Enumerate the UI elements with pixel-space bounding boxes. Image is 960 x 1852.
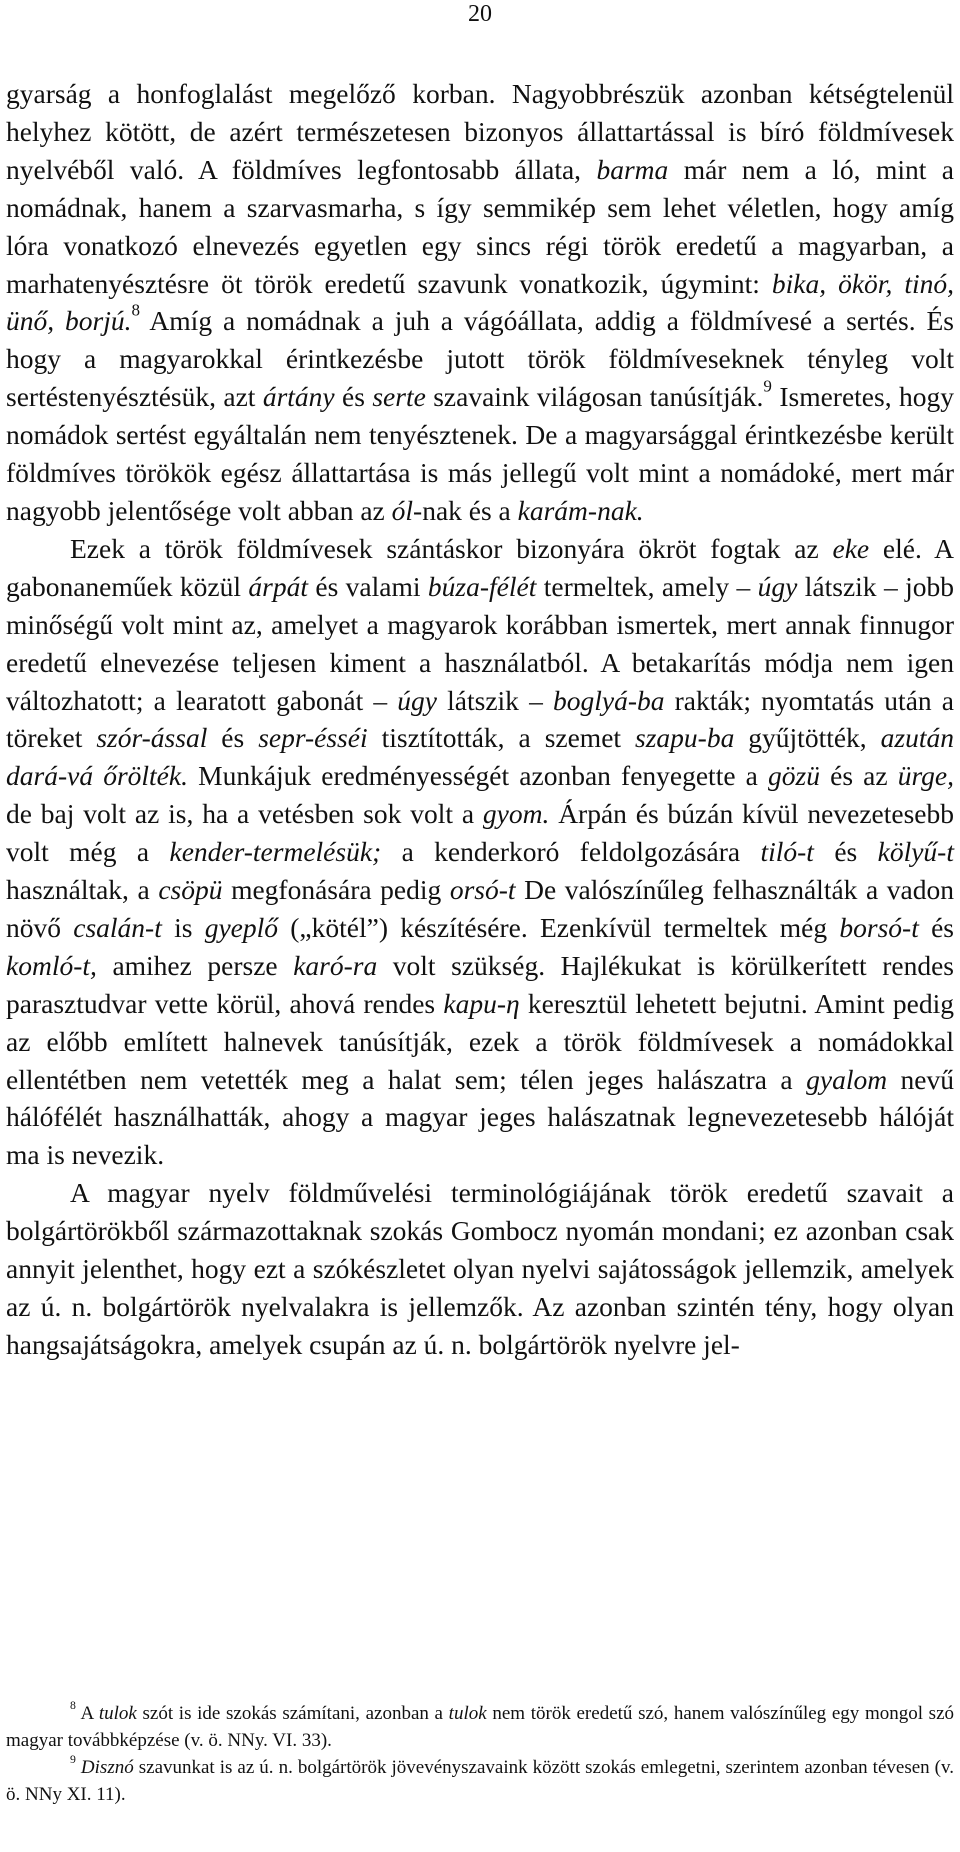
italic-term: tiló-t: [760, 836, 814, 868]
footnote-ref: 9: [70, 1753, 76, 1766]
italic-term: ól: [391, 494, 414, 526]
italic-term: kapu-η: [443, 987, 520, 1019]
text-run: szavaink világosan tanúsítják.: [425, 381, 764, 413]
italic-term: sepr-ésséi: [258, 722, 368, 754]
italic-term: csöpü: [158, 874, 223, 906]
page-number: 20: [468, 1, 492, 27]
text-run: gyarság a honfoglalást megelőző korban. Nagyobbrészük azonban kétségtelenül helyhez kötött, de azért természetesen bizonyos állattartással is bíró földmívesek nyelvéből való. A földmíves legfontosabb állata,: [6, 78, 954, 185]
italic-term: ártány: [262, 381, 335, 413]
italic-term: borsó-t: [839, 911, 919, 943]
italic-term: kender-termelésük;: [169, 836, 382, 868]
footnote-ref: 8: [131, 300, 141, 320]
text-run: volt szükség. Hajlékukat is körülkerített rendes parasztudvar vette körül, ahová rendes: [6, 949, 954, 1019]
italic-term: gyom.: [482, 798, 550, 830]
text-run: megfonására pedig: [222, 874, 450, 906]
italic-term: eke: [832, 532, 870, 564]
text-run: nevű hálófélét használhatták, ahogy a magyar jeges halászatnak legnevezetesebb hálóját ma is nevezik.: [6, 1063, 954, 1171]
text-run: is: [161, 911, 205, 943]
text-run: Amíg a nomádnak a juh a vágóállata, addig a földmívesé a sertés. És hogy a magyarokkal érintkezésbe jutott török földmíveseknek tényleg volt sertéstenyésztésük, azt: [6, 305, 954, 413]
text-run: tisztították, a szemet: [367, 722, 636, 754]
footnote-text: nem török eredetű szó, hanem valószínűleg egy mongol szó magyar továbbképzése (v. ö. NNy. VI. 33).: [6, 1703, 955, 1751]
italic-term: komló-t,: [6, 949, 97, 981]
text-run: és: [334, 381, 373, 413]
text-run: és: [207, 722, 259, 754]
footnote-ref: 9: [763, 376, 772, 396]
text-run: elé. A gabonaneműek közül: [6, 532, 954, 602]
italic-term: karó-ra: [293, 949, 378, 981]
italic-term: bika, ökör, tinó, ünő, borjú.: [6, 267, 954, 337]
text-run: Ezek a török földmívesek szántáskor bizonyára ökröt fogtak az: [70, 532, 833, 564]
text-run: a kenderkoró feldolgozására: [381, 836, 761, 868]
footnote-ref: 8: [70, 1699, 76, 1712]
text-run: de baj volt az is, ha a vetésben sok volt a: [6, 798, 483, 830]
text-run: már nem a ló, mint a nomádnak, hanem a szarvasmarha, s így semmikép sem lehet véletlen, hogy amíg lóra vonatkozó elnevezés egyetlen egy sincs régi török eredetű a magyarban, a marhatenyésztésre öt török eredetű szavunk vonatkozik, úgymint:: [6, 153, 954, 299]
italic-term: serte: [372, 381, 426, 413]
footnote: [6, 1700, 954, 1754]
italic-term: tulok: [98, 1703, 137, 1724]
main-text: [6, 75, 954, 1364]
italic-term: szapu-ba: [635, 722, 735, 754]
footnote-text: szót is ide szokás számítani, azonban a: [136, 1703, 449, 1724]
footnote: [6, 1754, 954, 1808]
italic-term: gözü: [768, 760, 820, 792]
text-run: amihez persze: [96, 949, 294, 981]
paragraph: [6, 1174, 954, 1364]
italic-term: szór-ással: [96, 722, 208, 754]
text-run: gyűjtötték,: [734, 722, 881, 754]
text-run: („kötél”) készítésére. Ezenkívül termeltek még: [278, 911, 840, 943]
footnote-text: A: [75, 1703, 99, 1724]
text-run: Ismeretes, hogy nomádok sertést egyáltalán nem tenyésztenek. De a magyarsággal érintkezésbe került földmíves törökök egész állattartása is más jellegű volt mint a nomádoké, mert már nagyobb jelentősége volt abban az: [6, 381, 954, 526]
text-run: De valószínűleg felhasználták a vadon növő: [6, 874, 954, 943]
text-run: Árpán és búzán kívül nevezetesebb volt még a: [6, 798, 954, 868]
text-run: és az: [819, 760, 898, 792]
text-run: keresztül lehetett bejutni. Amint pedig az előbb említett halnevek tanúsítják, ezek a török földmívesek a nomádokkal ellentétben nem vetették meg a halat sem; télen jeges halászatra a: [6, 987, 954, 1095]
italic-term: Disznó: [80, 1757, 134, 1778]
italic-term: gyalom: [806, 1063, 888, 1095]
footnotes: [6, 1700, 954, 1808]
text-run: és: [918, 911, 954, 943]
italic-term: karám-nak.: [517, 494, 644, 526]
paragraph: [6, 530, 954, 1174]
text-run: és: [813, 836, 878, 868]
italic-term: gyeplő: [204, 911, 279, 943]
paragraph: [6, 75, 954, 530]
text-run: rakták; nyomtatás után a töreket: [6, 684, 954, 754]
text-run: -nak és a: [413, 494, 518, 526]
italic-term: boglyá-ba: [552, 684, 665, 716]
italic-term: kölyű-t: [877, 836, 954, 868]
text-run: Munkájuk eredményességét azonban fenyegette a: [187, 760, 769, 792]
text-run: termeltek, amely –: [536, 570, 758, 602]
text-run: látszik – jobb minőségű volt mint az, amelyet a magyarok korábban ismertek, mert annak finnugor eredetű elnevezése teljesen kiment a használatból. A betakarítás módja nem igen változhatott; a learatott gabonát –: [6, 570, 954, 716]
italic-term: úgy: [397, 684, 437, 716]
text-run: használtak, a: [6, 874, 159, 906]
italic-term: árpát: [248, 570, 308, 602]
italic-term: búza-félét: [427, 570, 537, 602]
italic-term: úgy: [757, 570, 798, 602]
italic-term: barma: [596, 153, 669, 185]
italic-term: csalán-t: [73, 911, 162, 943]
footnote-text: szavunkat is az ú. n. bolgártörök jövevényszavaink között szokás emlegetni, szerintem azonban tévesen (v. ö. NNy XI. 11).: [6, 1757, 955, 1805]
text-run: A magyar nyelv földművelési terminológiájának török eredetű szavait a bolgártörökből származottaknak szokás Gombocz nyomán mondani; ez azonban csak annyit jelenthet, hogy ezt a szókészletet olyan nyelvi sajátosságok jellemzik, amelyek az ú. n. bolgártörök nyelvalakra is jellemzők. Az azonban szintén tény, hogy olyan hangsajátságokra, amelyek csupán az ú. n. bolgártörök nyelvre jel-: [6, 1177, 954, 1360]
italic-term: azután dará-vá őrölték.: [6, 722, 954, 792]
italic-term: orsó-t: [449, 874, 516, 906]
italic-term: tulok: [448, 1703, 487, 1724]
italic-term: ürge,: [897, 760, 954, 792]
text-run: látszik –: [437, 684, 553, 716]
text-run: és valami: [307, 570, 428, 602]
